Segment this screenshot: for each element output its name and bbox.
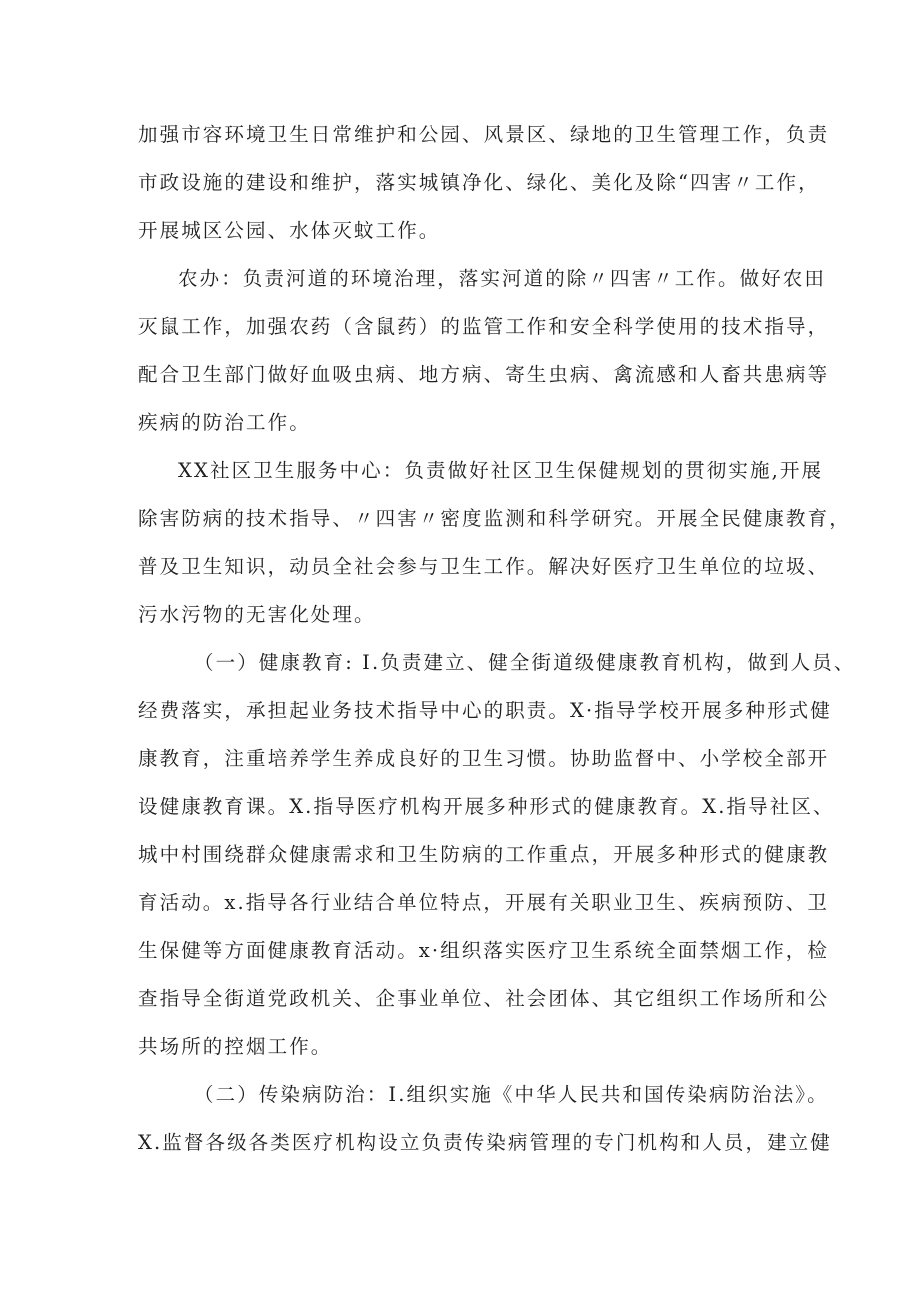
text-line: 除害防病的技术指导、〃四害〃密度监测和科学研究。开展全民健康教育，	[138, 507, 851, 530]
text-line: 污水污物的无害化处理。	[138, 603, 376, 626]
text-line: 开展城区公园、水体灭蚊工作。	[138, 219, 441, 242]
text-line: X.监督各级各类医疗机构设立负责传染病管理的专门机构和人员，建立健	[138, 1131, 832, 1154]
text-line: 育活动。x.指导各行业结合单位特点，开展有关职业卫生、疾病预防、卫	[138, 891, 829, 914]
paragraph-first-line: （一）健康教育: I.负责建立、健全街道级健康教育机构，做到人员、	[194, 651, 856, 674]
text-line: 城中村围绕群众健康需求和卫生防病的工作重点，开展多种形式的健康教	[138, 843, 830, 866]
paragraph-first-line: （二）传染病防治：I.组织实施《中华人民共和国传染病防治法》。	[194, 1083, 829, 1106]
paragraph-first-line: 农办：负责河道的环境治理，落实河道的除〃四害〃工作。做好农田	[178, 267, 827, 290]
text-line: 普及卫生知识，动员全社会参与卫生工作。解决好医疗卫生单位的垃圾、	[138, 555, 830, 578]
text-line: 经费落实，承担起业务技术指导中心的职责。X·指导学校开展多种形式健	[138, 699, 832, 722]
text-line: 生保健等方面健康教育活动。x·组织落实医疗卫生系统全面禁烟工作，检	[138, 939, 829, 962]
text-line: 加强市容环境卫生日常维护和公园、风景区、绿地的卫生管理工作，负责	[138, 123, 830, 146]
text-line: 查指导全街道党政机关、企事业单位、社会团体、其它组织工作场所和公	[138, 987, 830, 1010]
text-line: 疾病的防治工作。	[138, 411, 311, 434]
paragraph-first-line: XX社区卫生服务中心：负责做好社区卫生保健规划的贯彻实施,开展	[178, 459, 824, 482]
text-line: 灭鼠工作，加强农药（含鼠药）的监管工作和安全科学使用的技术指导，	[138, 315, 830, 338]
text-line: 市政设施的建设和维护，落实城镇净化、绿化、美化及除“四害〃工作，	[138, 171, 820, 194]
text-line: 康教育，注重培养学生养成良好的卫生习惯。协助监督中、小学校全部开	[138, 747, 830, 770]
text-line: 配合卫生部门做好血吸虫病、地方病、寄生虫病、禽流感和人畜共患病等	[138, 363, 830, 386]
text-line: 设健康教育课。X.指导医疗机构开展多种形式的健康教育。X.指导社区、	[138, 795, 835, 818]
text-line: 共场所的控烟工作。	[138, 1035, 333, 1058]
